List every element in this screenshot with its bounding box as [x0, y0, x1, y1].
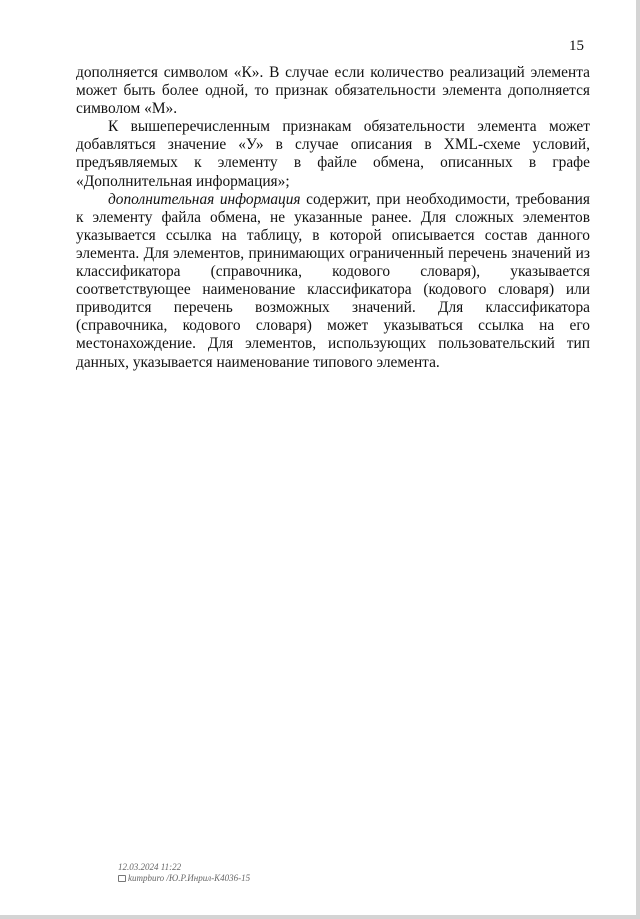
paragraph-2: К вышеперечисленным признакам обязательности элемента может добавляться значение «У» в случае описания в XML-схеме условий, предъявляемых к элементу в файле обмена, описанных в графе «Дополнительная информация»; [76, 118, 590, 190]
footer-path-line [118, 873, 250, 884]
document-footer [118, 862, 250, 884]
paragraph-3 [76, 191, 590, 372]
page-number: 15 [569, 38, 584, 54]
footer-path: kumpburo /Ю.Р.Инрил-К4036-15 [128, 873, 251, 883]
footer-timestamp: 12.03.2024 11:22 [118, 862, 182, 872]
paragraph-3-text: содержит, при необходимости, требования к элементу файла обмена, не указанные ранее. Для сложных элементов указывается ссылка на таблицу, в которой описывается состав данного элемента. Для элементов, принимающих ограниченный перечень значений из классификатора (справочника, кодового словаря), указывается соответствующее наименование классификатора (кодового словаря) или приводится перечень возможных значений. Для классификатора (справочника, кодового словаря) может указываться ссылка на его местонахождение. Для элементов, использующих пользовательский тип данных, указывается наименование типового элемента. [76, 190, 590, 371]
document-icon [118, 875, 126, 882]
paragraph-1: дополняется символом «К». В случае если количество реализаций элемента может быть более одной, то признак обязательности элемента дополняется символом «М». [76, 64, 590, 118]
term-additional-info: дополнительная информация [108, 190, 301, 208]
document-body [76, 64, 590, 372]
